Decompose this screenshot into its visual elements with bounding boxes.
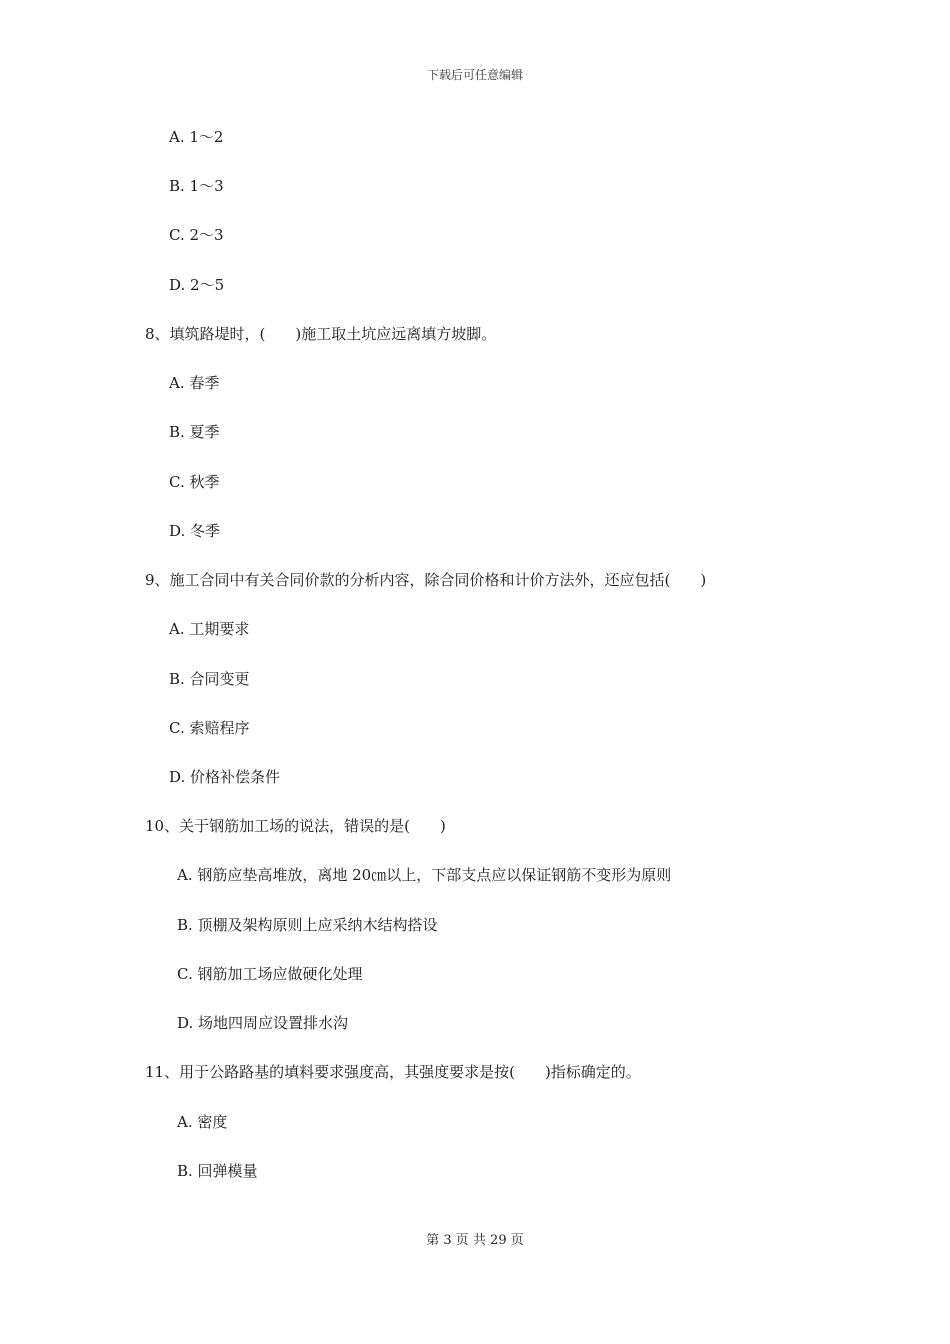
question-10: 10、关于钢筋加工场的说法，错误的是( ) <box>145 817 446 835</box>
option-7a: A. 1～2 <box>169 128 224 146</box>
option-10a: A. 钢筋应垫高堆放，离地 20㎝以上，下部支点应以保证钢筋不变形为原则 <box>177 866 672 884</box>
option-10b: B. 顶棚及架构原则上应采纳木结构搭设 <box>177 916 438 934</box>
option-11a: A. 密度 <box>177 1113 228 1131</box>
option-10c: C. 钢筋加工场应做硬化处理 <box>177 965 363 983</box>
option-9d: D. 价格补偿条件 <box>169 768 281 786</box>
question-8: 8、填筑路堤时，( )施工取土坑应远离填方坡脚。 <box>145 325 497 343</box>
option-8a: A. 春季 <box>169 374 220 392</box>
option-8c: C. 秋季 <box>169 473 220 491</box>
option-10d: D. 场地四周应设置排水沟 <box>177 1014 349 1032</box>
page-header: 下载后可任意编辑 <box>426 68 523 82</box>
option-9a: A. 工期要求 <box>169 620 250 638</box>
option-8d: D. 冬季 <box>169 522 221 540</box>
option-8b: B. 夏季 <box>169 423 220 441</box>
question-11: 11、用于公路路基的填料要求强度高，其强度要求是按( )指标确定的。 <box>145 1063 641 1081</box>
option-9b: B. 合同变更 <box>169 670 250 688</box>
option-7b: B. 1～3 <box>169 177 224 195</box>
option-11b: B. 回弹模量 <box>177 1162 258 1180</box>
question-9: 9、施工合同中有关合同价款的分析内容，除合同价格和计价方法外，还应包括( ) <box>145 571 707 589</box>
option-7d: D. 2～5 <box>169 276 225 294</box>
option-7c: C. 2～3 <box>169 226 224 244</box>
page-footer: 第 3 页 共 29 页 <box>426 1233 524 1248</box>
option-9c: C. 索赔程序 <box>169 719 250 737</box>
